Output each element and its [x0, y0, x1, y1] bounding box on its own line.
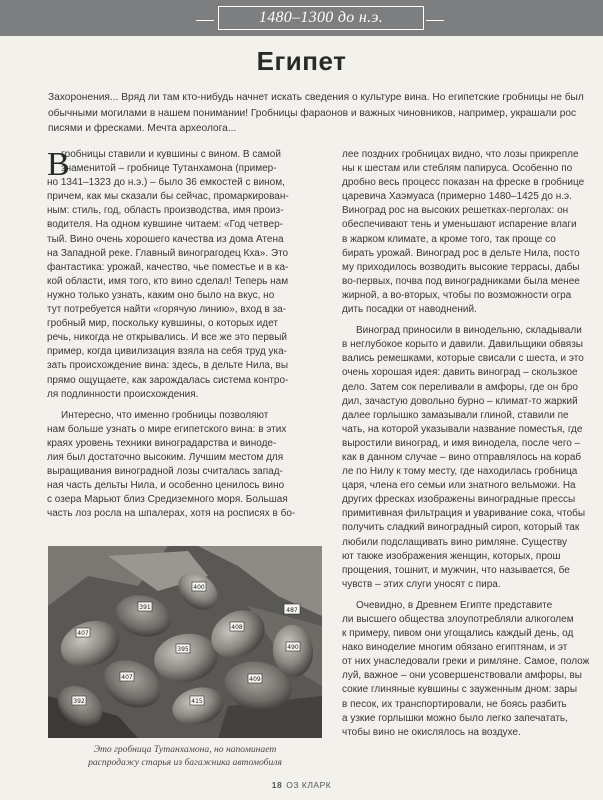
text-line: нако виноделие многим обязано египтянам, и эт — [342, 642, 568, 654]
text-line: прямо ощущаете, как зарождалась система контро- — [47, 374, 289, 386]
jar-tag-label: 400 — [193, 584, 205, 591]
text-line: лия был достаточно высоким. Лучшим местом для — [47, 451, 284, 463]
text-line: тый. Вино очень хорошего качества из дома Атена — [47, 233, 284, 245]
jar-tag-label: 407 — [121, 674, 133, 681]
text-line: в жарком климате, а кроме того, так проще со — [342, 233, 556, 245]
text-line: очень хорошая идея: давить виноград – скользкое — [342, 367, 578, 379]
right-column — [342, 148, 603, 740]
text-line: как в данном случае – вино отправлялось на кораб — [342, 451, 582, 463]
text-line: дробно весь процесс показан на фреске в гробнице — [342, 177, 585, 189]
left-column — [47, 148, 332, 521]
text-line: дил, зачастую довольно бурно – климат-то жаркий — [342, 395, 578, 407]
lead-paragraph — [48, 90, 603, 137]
jar-tag-label: 490 — [287, 644, 299, 651]
text-line: Очевидно, в Древнем Египте представите — [356, 599, 553, 611]
text-line: ны к шестам или стеблям папируса. Особенно по — [342, 163, 573, 175]
jar-tag-label: 487 — [286, 607, 298, 614]
text-line: речь, никогда не открывались. И все же это первый — [47, 332, 288, 344]
text-line: царя, члена его семьи или знатного вельможи. На — [342, 480, 576, 492]
text-line: получить сладкий виноградный сироп, который так — [342, 522, 580, 534]
text-line: ле по Нилу к тому месту, где находилась гробница — [342, 466, 578, 478]
text-line: от них унаследовали греки и римляне. Самое, полож — [342, 656, 590, 668]
jar-tag-label: 408 — [231, 624, 243, 631]
page-footer — [0, 780, 603, 790]
text-line: сокие глиняные кувшины с зауженным дном: зары — [342, 684, 578, 696]
lead-line: Захоронения... Вряд ли там кто-нибудь начнет искать сведения о культуре вина. Но египетские гробницы не был — [48, 92, 584, 103]
text-line: примитивная фильтрация и уваривание сока, чтобы — [342, 508, 586, 520]
text-line: дить посадки от наводнений. — [342, 304, 477, 316]
text-line: водителя. На одном кувшине читаем: «Год четвер- — [47, 219, 283, 231]
page-number: 18 — [271, 780, 283, 790]
paragraph-2 — [47, 409, 332, 522]
text-line: ным: стиль, год, область производства, имя произ- — [47, 205, 284, 217]
text-line: прощения, тошнит, и мужчин, что называется, бе — [342, 564, 570, 576]
text-line: часть лоз росла на шпалерах, хотя на росписях в бо- — [47, 508, 296, 520]
text-line: ют также изображения женщин, которых, прош — [342, 550, 561, 562]
era-label: 1480–1300 до н.э. — [258, 9, 384, 26]
text-line: выращивания виноградной лозы считалась запад- — [47, 466, 283, 478]
era-left-dash — [196, 20, 214, 21]
text-line: Виноград рос на высоких решетках-перголах: он — [342, 205, 569, 217]
text-line: чать, на которой указывали название поместья, где — [342, 423, 583, 435]
footer-author: ОЗ КЛАРК — [286, 780, 332, 790]
text-line: Интересно, что именно гробницы позволяют — [61, 409, 269, 421]
paragraph-1 — [47, 148, 332, 402]
text-line: гробницы ставили и кувшины с вином. В самой — [61, 149, 281, 160]
text-line: дело. Затем сок переливали в амфоры, где он бро — [342, 381, 578, 393]
text-line: лее поздних гробницах видно, что лозы прикрепле — [342, 149, 579, 160]
jar-tag-label: 407 — [77, 630, 89, 637]
text-line: зать происхождение вина: здесь, в дельте Нила, вы — [47, 360, 289, 372]
lead-line: писями и фресками. Мечта археолога... — [48, 123, 237, 135]
jar-tag-label: 395 — [177, 646, 189, 653]
era-header-band — [0, 0, 603, 36]
photo-caption — [48, 744, 322, 769]
text-line: а узкие горлышки можно было легко запечатать, — [342, 712, 568, 724]
text-line: в песок, их транспортировали, не боясь разбить — [342, 698, 567, 710]
era-frame — [218, 6, 424, 30]
text-line: далее горлышко замазывали глиной, ставили пе — [342, 409, 569, 421]
lead-line: обычными могилами в нашем понимании! Гробницы фараонов и важных чиновников, например, украшали рос — [48, 107, 577, 119]
text-line: но 1341–1323 до н.э.) – было 36 емкостей с вином, — [47, 177, 285, 189]
text-line: чувств – этих слуги уносят с пира. — [342, 578, 501, 590]
text-line: бирать урожай. Виноград рос в дельте Нила, посто — [342, 247, 580, 259]
tomb-photo — [48, 546, 322, 738]
text-line: луй, важное – они усовершенствовали амфоры, вы — [342, 670, 582, 682]
text-line: гробный мир, поскольку кувшины, о которых идет — [47, 318, 278, 330]
jar-tag-label: 415 — [191, 698, 203, 705]
text-line: тут потребуется найти «горячую линию», вход в за- — [47, 304, 287, 316]
text-line: знаменитой – гробнице Тутанхамона (пример- — [61, 163, 277, 175]
drop-cap: В — [47, 146, 70, 183]
paragraph-4 — [342, 324, 603, 592]
text-line: других фресках изображены виноградные прессы — [342, 494, 576, 506]
text-line: кой области, имя того, кто вино сделал! Теперь нам — [47, 275, 289, 287]
era-right-dash — [426, 20, 444, 21]
text-line: Виноград приносили в винодельню, складывали — [356, 325, 582, 337]
text-line: ли высшего общества злоупотребляли алкоголем — [342, 614, 574, 625]
text-line: ля подлинности происхождения. — [47, 388, 199, 400]
text-line: краях уровень техники виноградарства и виноде- — [47, 437, 277, 449]
text-line: вались ремешками, которые свисали с шеста, и это — [342, 353, 584, 365]
caption-line: распродажу старья из багажника автомобиля — [88, 756, 282, 768]
text-line: обеспечивают тень и уменьшают испарение влаги — [342, 219, 577, 231]
jar-tag-label: 409 — [249, 676, 261, 683]
text-line: му приходилось возводить высокие террасы, дабы — [342, 261, 580, 273]
caption-line: Это гробница Тутанхамона, но напоминает — [93, 744, 277, 755]
text-line: нам больше узнать о мире египетского вина: в этих — [47, 423, 287, 435]
text-line: с озера Марьют близ Средиземного моря. Большая — [47, 494, 288, 506]
paragraph-5 — [342, 599, 603, 740]
text-line: ная часть дельты Нила, и особенно ценилось вино — [47, 480, 285, 492]
text-line: чтобы вино не окислялось на воздухе. — [342, 726, 521, 738]
text-line: выростили виноград, и имя винодела, после чего – — [342, 437, 581, 449]
text-line: царевича Хаэмуаса (примерно 1480–1425 до н.э. — [342, 191, 572, 203]
paragraph-3 — [342, 148, 603, 317]
text-line: в неглубокое корыто и давили. Давильщики обвязы — [342, 339, 583, 351]
text-line: нужно только узнать, каким оно было на вкус, но — [47, 289, 275, 301]
text-line: пример, когда цивилизация взяла на себя труд ука- — [47, 346, 288, 358]
text-line: любили подслащивать вино римляне. Существу — [342, 536, 568, 548]
text-line: к примеру, пивом они угощались каждый день, од — [342, 628, 574, 640]
jar-tag-label: 391 — [139, 604, 151, 611]
text-line: на Западной реке. Главный винограгодец Кха». Это — [47, 247, 289, 259]
text-line: причем, как мы сказали бы сейчас, промаркирован- — [47, 191, 289, 203]
chapter-title: Египет — [256, 46, 347, 76]
text-line: во-первых, почва под виноградниками была менее — [342, 275, 580, 287]
tomb-photo-image — [48, 546, 322, 738]
text-line: фантастика: урожай, качество, чье поместье и в ка- — [47, 261, 289, 273]
jar-tag-label: 392 — [73, 698, 85, 705]
text-line: жирной, а во-вторых, чтобы по возможности огра — [342, 289, 572, 301]
